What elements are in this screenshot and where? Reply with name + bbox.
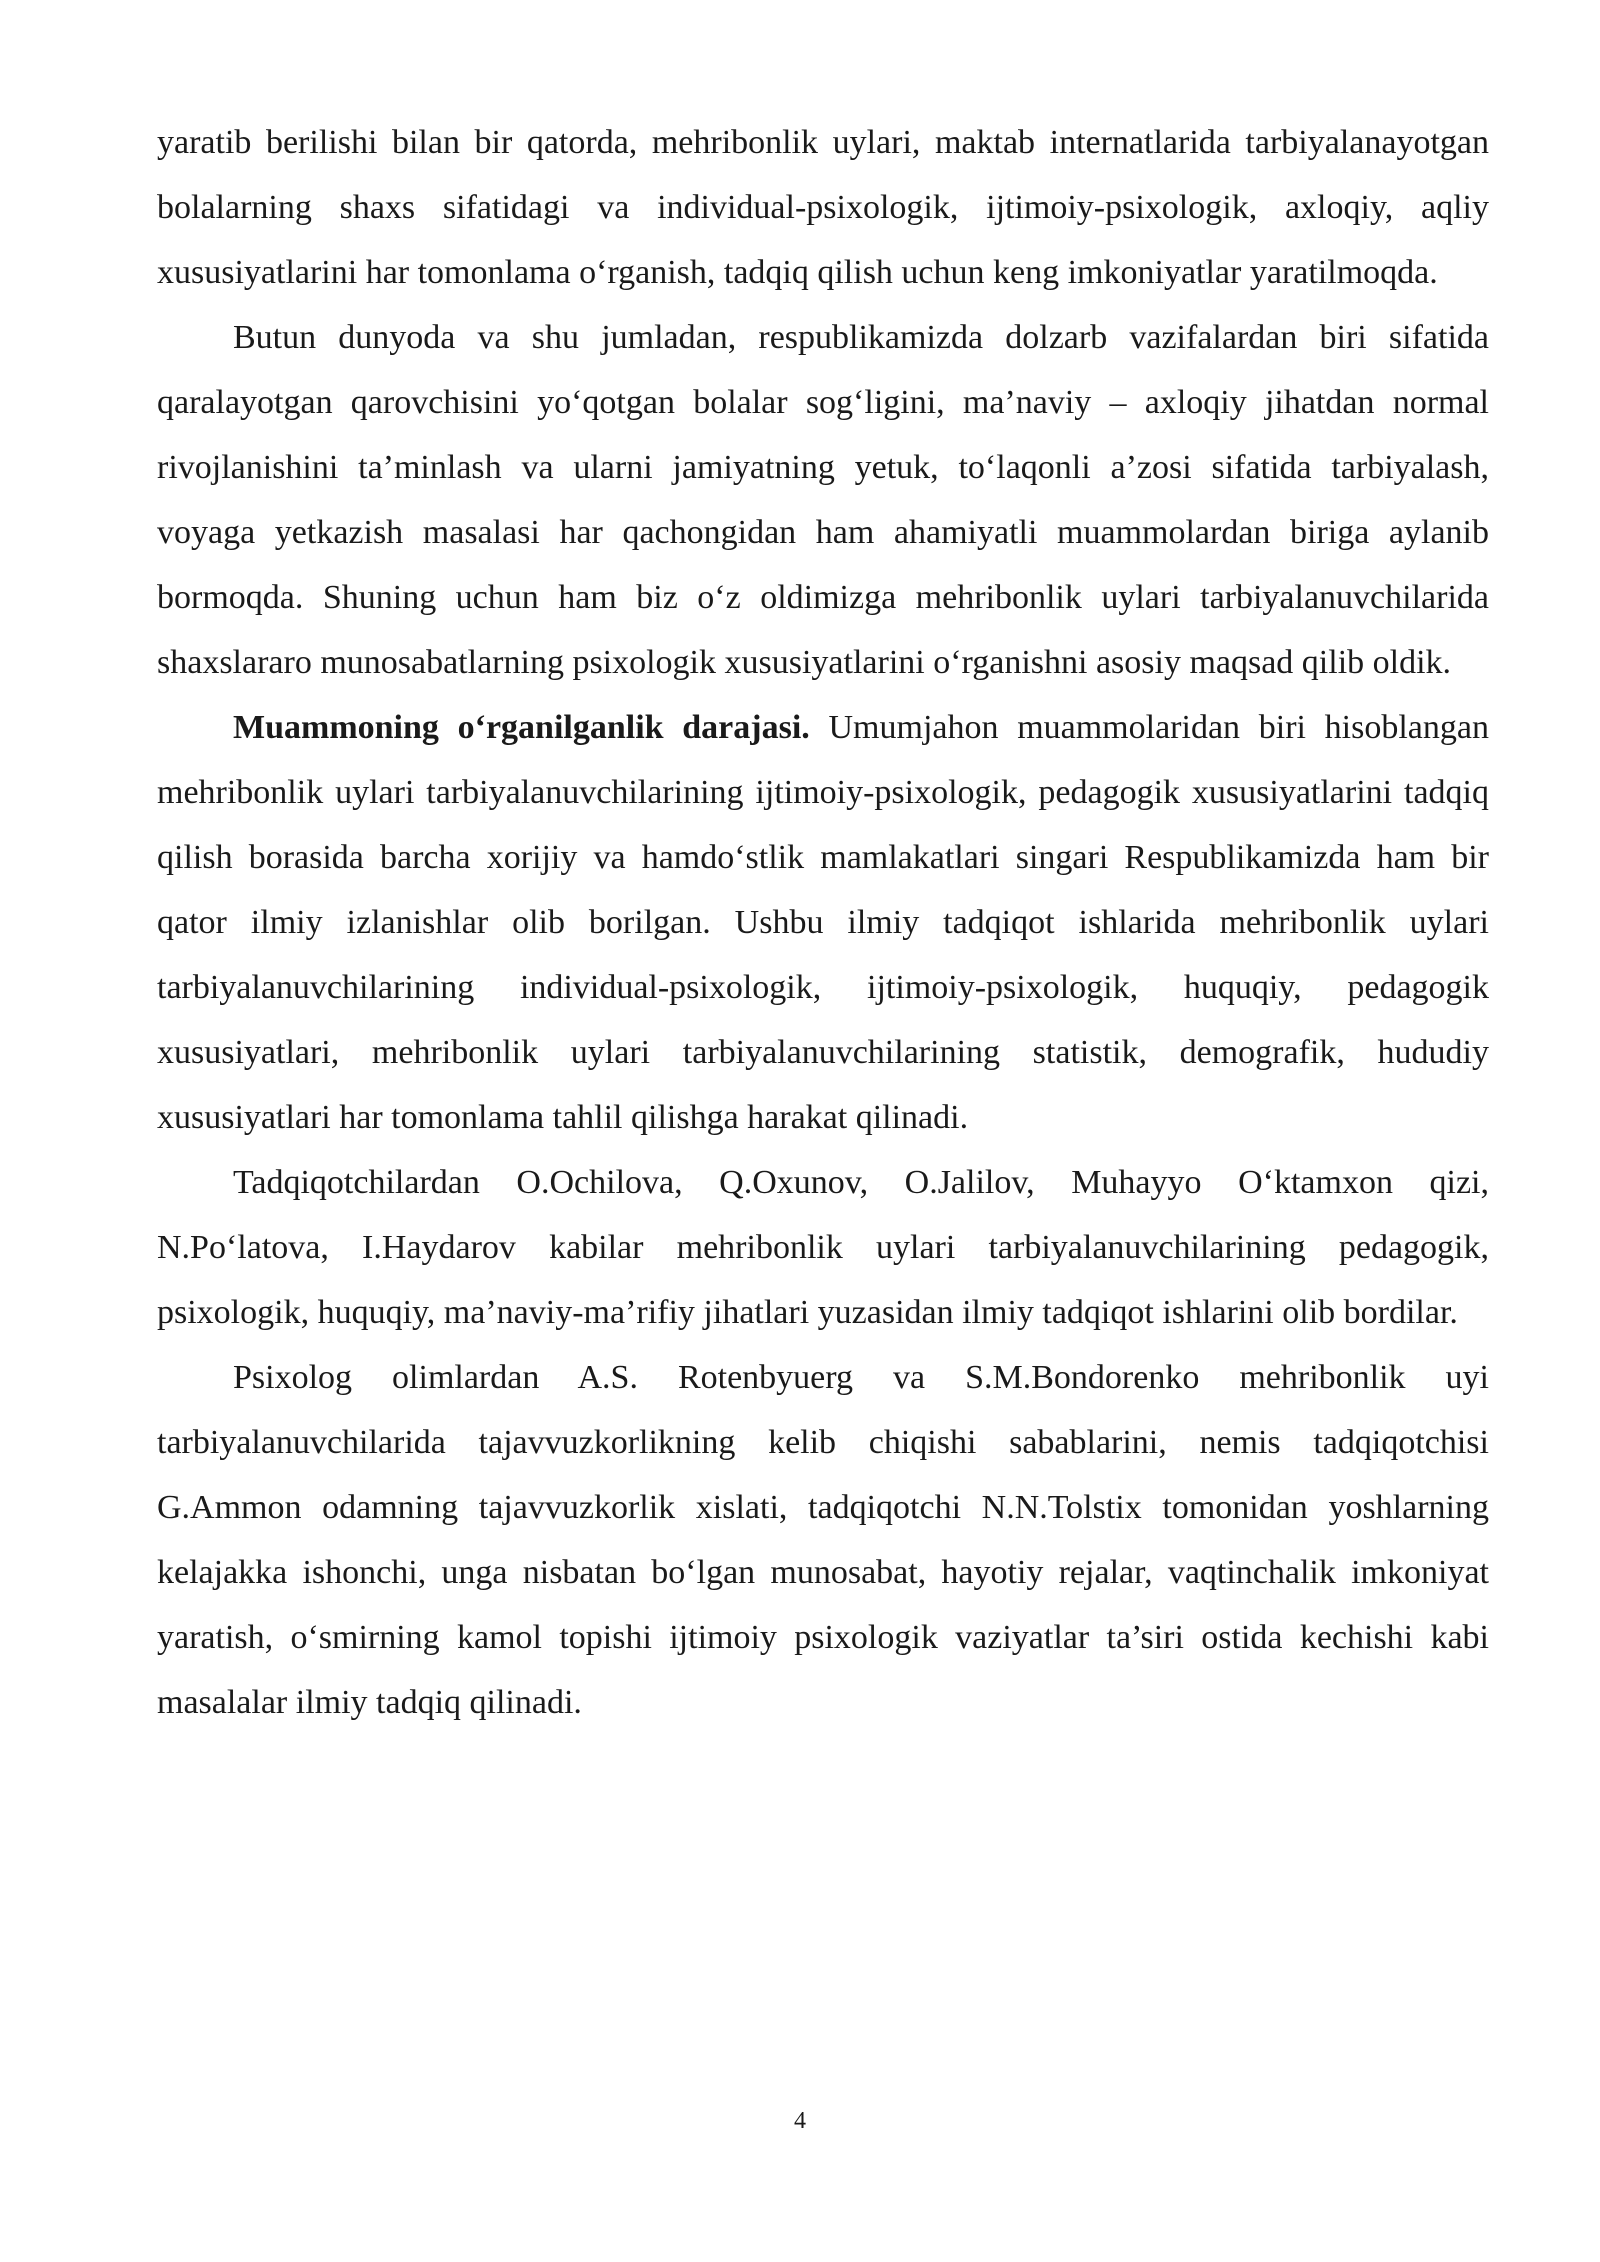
section-heading: Muammoning o‘rganilganlik darajasi. [233, 709, 810, 746]
paragraph-4-text: Tadqiqotchilardan O.Ochilova, Q.Oxunov, O.Jalilov, Muhayyo O‘ktamxon qizi, N.Po‘latova, I.Haydarov kabilar mehribonlik uylari tarbiyalanuvchilarining pedagogik, psixologik, huquqiy, ma’naviy-ma’rifiy jihatlari yuzasidan ilmiy tadqiqot ishlarini olib bordilar. [157, 1164, 1489, 1331]
paragraph-5-text: Psixolog olimlardan A.S. Rotenbyuerg va S.M.Bondorenko mehribonlik uyi tarbiyalanuvchilarida tajavvuzkorlikning kelib chiqishi sabablarini, nemis tadqiqotchisi G.Ammon odamning tajavvuzkorlik xislati, tadqiqotchi N.N.Tolstix tomonidan yoshlarning kelajakka ishonchi, unga nisbatan bo‘lgan munosabat, hayotiy rejalar, vaqtinchalik imkoniyat yaratish, o‘smirning kamol topishi ijtimoiy psixologik vaziyatlar ta’siri ostida kechishi kabi masalalar ilmiy tadqiq qilinadi. [157, 1359, 1489, 1721]
paragraph-3-text: Umumjahon muammolaridan biri hisoblangan mehribonlik uylari tarbiyalanuvchilarining ijtimoiy-psixologik, pedagogik xususiyatlarini tadqiq qilish borasida barcha xorijiy va hamdo‘stlik mamlakatlari singari Respublikamizda ham bir qator ilmiy izlanishlar olib borilgan. Ushbu ilmiy tadqiqot ishlarida mehribonlik uylari tarbiyalanuvchilarining individual-psixologik, ijtimoiy-psixologik, huquqiy, pedagogik xususiyatlari, mehribonlik uylari tarbiyalanuvchilarining statistik, demografik, hududiy xususiyatlari har tomonlama tahlil qilishga harakat qilinadi. [157, 709, 1489, 1136]
paragraph-5 [157, 1345, 1489, 1735]
body-text [157, 110, 1489, 1735]
paragraph-3 [157, 695, 1489, 1150]
page-number: 4 [794, 2108, 806, 2134]
paragraph-1 [157, 110, 1489, 305]
paragraph-4 [157, 1150, 1489, 1345]
paragraph-2-text: Butun dunyoda va shu jumladan, respublikamizda dolzarb vazifalardan biri sifatida qaralayotgan qarovchisini yo‘qotgan bolalar sog‘ligini, ma’naviy – axloqiy jihatdan normal rivojlanishini ta’minlash va ularni jamiyatning yetuk, to‘laqonli a’zosi sifatida tarbiyalash, voyaga yetkazish masalasi har qachongidan ham ahamiyatli muammolardan biriga aylanib bormoqda. Shuning uchun ham biz o‘z oldimizga mehribonlik uylari tarbiyalanuvchilarida shaxslararo munosabatlarning psixologik xususiyatlarini o‘rganishni asosiy maqsad qilib oldik. [157, 319, 1489, 681]
paragraph-2 [157, 305, 1489, 695]
paragraph-1-text: yaratib berilishi bilan bir qatorda, mehribonlik uylari, maktab internatlarida tarbiyalanayotgan bolalarning shaxs sifatidagi va individual-psixologik, ijtimoiy-psixologik, axloqiy, aqliy xususiyatlarini har tomonlama o‘rganish, tadqiq qilish uchun keng imkoniyatlar yaratilmoqda. [157, 124, 1489, 291]
